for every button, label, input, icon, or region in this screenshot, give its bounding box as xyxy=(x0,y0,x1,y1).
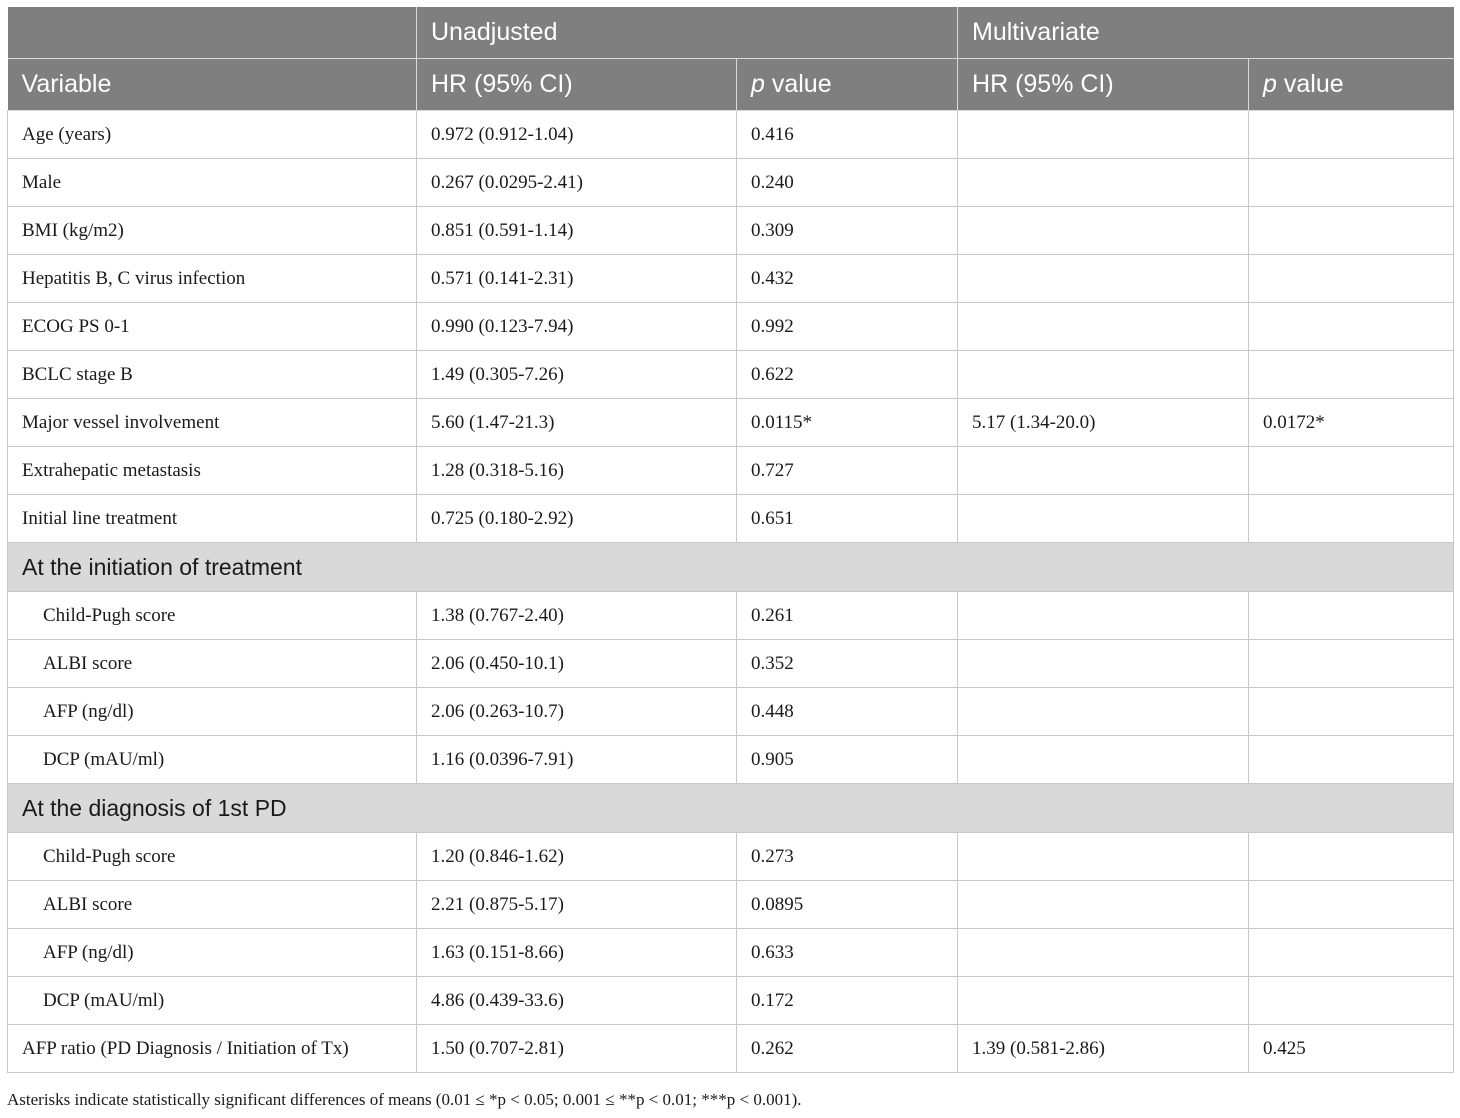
cell-unadjusted-p: 0.905 xyxy=(737,736,958,784)
cell-variable: AFP ratio (PD Diagnosis / Initiation of Tx) xyxy=(8,1025,417,1073)
cell-variable: Child-Pugh score xyxy=(8,592,417,640)
cell-unadjusted-p: 0.273 xyxy=(737,833,958,881)
cell-variable: ECOG PS 0-1 xyxy=(8,303,417,351)
cell-multivariate-p xyxy=(1249,688,1454,736)
cell-variable: Child-Pugh score xyxy=(8,833,417,881)
cell-variable: Extrahepatic metastasis xyxy=(8,447,417,495)
cell-variable: Age (years) xyxy=(8,111,417,159)
cell-unadjusted-hr: 0.972 (0.912-1.04) xyxy=(417,111,737,159)
table-row xyxy=(8,592,1454,640)
cell-unadjusted-hr: 1.50 (0.707-2.81) xyxy=(417,1025,737,1073)
table-row xyxy=(8,929,1454,977)
cell-multivariate-p: 0.0172* xyxy=(1249,399,1454,447)
cell-multivariate-p xyxy=(1249,881,1454,929)
cell-variable: DCP (mAU/ml) xyxy=(8,977,417,1025)
cell-unadjusted-p: 0.448 xyxy=(737,688,958,736)
cell-multivariate-hr xyxy=(958,495,1249,543)
cell-unadjusted-hr: 1.38 (0.767-2.40) xyxy=(417,592,737,640)
cell-unadjusted-p: 0.309 xyxy=(737,207,958,255)
table-row xyxy=(8,640,1454,688)
cell-multivariate-p xyxy=(1249,736,1454,784)
cell-multivariate-hr xyxy=(958,736,1249,784)
cell-multivariate-p xyxy=(1249,592,1454,640)
cell-multivariate-p: 0.425 xyxy=(1249,1025,1454,1073)
header-unadjusted-hr: HR (95% CI) xyxy=(417,59,737,111)
table-row xyxy=(8,207,1454,255)
hazard-ratio-table-container xyxy=(7,7,1453,1073)
hazard-ratio-table xyxy=(7,7,1454,1073)
cell-multivariate-p xyxy=(1249,159,1454,207)
table-row xyxy=(8,1025,1454,1073)
cell-variable: ALBI score xyxy=(8,640,417,688)
table-row xyxy=(8,447,1454,495)
cell-unadjusted-p: 0.416 xyxy=(737,111,958,159)
header-multivariate: Multivariate xyxy=(958,7,1454,59)
cell-unadjusted-hr: 1.16 (0.0396-7.91) xyxy=(417,736,737,784)
table-row xyxy=(8,495,1454,543)
cell-unadjusted-p: 0.0115* xyxy=(737,399,958,447)
cell-multivariate-hr xyxy=(958,255,1249,303)
cell-multivariate-hr xyxy=(958,833,1249,881)
cell-multivariate-hr xyxy=(958,929,1249,977)
cell-multivariate-hr xyxy=(958,207,1249,255)
header-variable: Variable xyxy=(8,59,417,111)
cell-multivariate-hr xyxy=(958,688,1249,736)
table-row xyxy=(8,833,1454,881)
cell-multivariate-p xyxy=(1249,207,1454,255)
cell-unadjusted-hr: 0.990 (0.123-7.94) xyxy=(417,303,737,351)
table-header xyxy=(8,7,1454,111)
cell-variable: ALBI score xyxy=(8,881,417,929)
section-row xyxy=(8,784,1454,833)
cell-multivariate-hr: 5.17 (1.34-20.0) xyxy=(958,399,1249,447)
section-label: At the initiation of treatment xyxy=(8,543,1454,592)
cell-unadjusted-p: 0.992 xyxy=(737,303,958,351)
header-blank xyxy=(8,7,417,59)
header-unadjusted: Unadjusted xyxy=(417,7,958,59)
cell-variable: DCP (mAU/ml) xyxy=(8,736,417,784)
cell-multivariate-hr xyxy=(958,303,1249,351)
cell-multivariate-p xyxy=(1249,255,1454,303)
cell-multivariate-p xyxy=(1249,111,1454,159)
cell-unadjusted-p: 0.352 xyxy=(737,640,958,688)
cell-variable: Male xyxy=(8,159,417,207)
cell-multivariate-hr: 1.39 (0.581-2.86) xyxy=(958,1025,1249,1073)
cell-multivariate-hr xyxy=(958,640,1249,688)
cell-multivariate-p xyxy=(1249,929,1454,977)
cell-multivariate-p xyxy=(1249,977,1454,1025)
table-row xyxy=(8,351,1454,399)
cell-multivariate-p xyxy=(1249,640,1454,688)
cell-unadjusted-p: 0.622 xyxy=(737,351,958,399)
cell-multivariate-hr xyxy=(958,351,1249,399)
cell-variable: Hepatitis B, C virus infection xyxy=(8,255,417,303)
cell-unadjusted-hr: 2.21 (0.875-5.17) xyxy=(417,881,737,929)
cell-unadjusted-p: 0.0895 xyxy=(737,881,958,929)
cell-unadjusted-p: 0.262 xyxy=(737,1025,958,1073)
table-row xyxy=(8,688,1454,736)
cell-unadjusted-hr: 1.28 (0.318-5.16) xyxy=(417,447,737,495)
section-row xyxy=(8,543,1454,592)
cell-multivariate-hr xyxy=(958,159,1249,207)
cell-multivariate-hr xyxy=(958,592,1249,640)
cell-unadjusted-hr: 0.267 (0.0295-2.41) xyxy=(417,159,737,207)
table-row xyxy=(8,255,1454,303)
header-row-columns xyxy=(8,59,1454,111)
table-body xyxy=(8,111,1454,1073)
cell-unadjusted-hr: 0.851 (0.591-1.14) xyxy=(417,207,737,255)
cell-unadjusted-p: 0.432 xyxy=(737,255,958,303)
header-multivariate-hr: HR (95% CI) xyxy=(958,59,1249,111)
footnote: Asterisks indicate statistically significant differences of means (0.01 ≤ *p < 0.05; 0.001 ≤ **p < 0.01; ***p < 0.001). xyxy=(7,1090,802,1109)
cell-multivariate-p xyxy=(1249,495,1454,543)
cell-variable: AFP (ng/dl) xyxy=(8,688,417,736)
table-row xyxy=(8,111,1454,159)
cell-multivariate-hr xyxy=(958,447,1249,495)
cell-variable: BCLC stage B xyxy=(8,351,417,399)
p-italic: p xyxy=(751,70,765,98)
p-rest: value xyxy=(1276,70,1344,98)
table-row xyxy=(8,977,1454,1025)
cell-variable: BMI (kg/m2) xyxy=(8,207,417,255)
cell-multivariate-p xyxy=(1249,351,1454,399)
cell-unadjusted-p: 0.633 xyxy=(737,929,958,977)
cell-unadjusted-hr: 2.06 (0.263-10.7) xyxy=(417,688,737,736)
cell-unadjusted-hr: 0.725 (0.180-2.92) xyxy=(417,495,737,543)
cell-multivariate-hr xyxy=(958,111,1249,159)
cell-unadjusted-hr: 0.571 (0.141-2.31) xyxy=(417,255,737,303)
cell-unadjusted-p: 0.727 xyxy=(737,447,958,495)
cell-multivariate-hr xyxy=(958,977,1249,1025)
cell-multivariate-p xyxy=(1249,303,1454,351)
cell-unadjusted-hr: 1.49 (0.305-7.26) xyxy=(417,351,737,399)
table-row xyxy=(8,881,1454,929)
cell-unadjusted-p: 0.240 xyxy=(737,159,958,207)
cell-multivariate-p xyxy=(1249,833,1454,881)
header-unadjusted-p xyxy=(737,59,958,111)
cell-multivariate-hr xyxy=(958,881,1249,929)
table-row xyxy=(8,303,1454,351)
cell-unadjusted-p: 0.261 xyxy=(737,592,958,640)
table-row xyxy=(8,736,1454,784)
cell-unadjusted-hr: 5.60 (1.47-21.3) xyxy=(417,399,737,447)
cell-variable: Major vessel involvement xyxy=(8,399,417,447)
cell-unadjusted-hr: 1.20 (0.846-1.62) xyxy=(417,833,737,881)
table-row xyxy=(8,159,1454,207)
cell-variable: AFP (ng/dl) xyxy=(8,929,417,977)
header-row-groups xyxy=(8,7,1454,59)
cell-unadjusted-hr: 4.86 (0.439-33.6) xyxy=(417,977,737,1025)
cell-unadjusted-hr: 2.06 (0.450-10.1) xyxy=(417,640,737,688)
table-row xyxy=(8,399,1454,447)
cell-unadjusted-p: 0.172 xyxy=(737,977,958,1025)
cell-unadjusted-p: 0.651 xyxy=(737,495,958,543)
p-rest: value xyxy=(764,70,832,98)
header-multivariate-p xyxy=(1249,59,1454,111)
cell-variable: Initial line treatment xyxy=(8,495,417,543)
cell-multivariate-p xyxy=(1249,447,1454,495)
cell-unadjusted-hr: 1.63 (0.151-8.66) xyxy=(417,929,737,977)
p-italic: p xyxy=(1263,70,1277,98)
section-label: At the diagnosis of 1st PD xyxy=(8,784,1454,833)
